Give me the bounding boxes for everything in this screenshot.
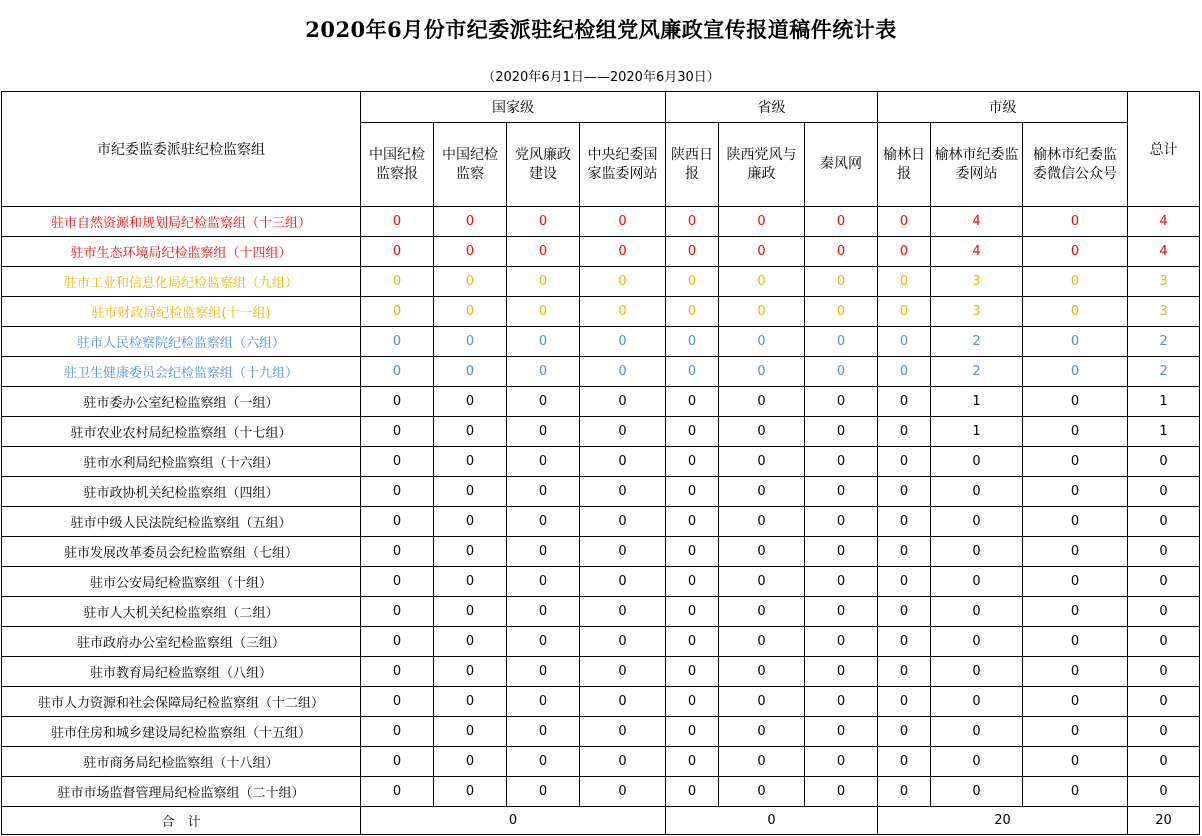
cell-row-total: 0: [1128, 447, 1200, 477]
column-header-4: 中央纪委国家监委网站: [580, 123, 666, 207]
cell-value: 0: [931, 627, 1023, 657]
cell-value: 0: [666, 237, 719, 267]
cell-value: 0: [580, 777, 666, 807]
table-row: [2, 627, 1200, 657]
cell-value: 0: [931, 777, 1023, 807]
cell-value: 0: [361, 747, 434, 777]
cell-value: 0: [931, 447, 1023, 477]
cell-value: 0: [1023, 777, 1128, 807]
cell-value: 0: [434, 237, 507, 267]
table-row: [2, 387, 1200, 417]
cell-value: 0: [719, 687, 805, 717]
cell-value: 0: [361, 597, 434, 627]
cell-value: 0: [666, 657, 719, 687]
cell-value: 0: [666, 717, 719, 747]
cell-value: 0: [719, 567, 805, 597]
cell-value: 0: [507, 207, 580, 237]
row-group-name: 驻市财政局纪检监察组(十一组): [2, 297, 361, 327]
cell-value: 0: [666, 537, 719, 567]
column-header-1: 中国纪检监察报: [361, 123, 434, 207]
cell-value: 1: [931, 387, 1023, 417]
row-group-name: 驻市人力资源和社会保障局纪检监察组（十二组）: [2, 687, 361, 717]
cell-value: 0: [580, 627, 666, 657]
cell-value: 0: [878, 237, 931, 267]
cell-row-total: 0: [1128, 687, 1200, 717]
cell-value: 0: [805, 627, 878, 657]
cell-value: 0: [931, 507, 1023, 537]
cell-value: 0: [1023, 597, 1128, 627]
cell-value: 0: [434, 507, 507, 537]
cell-row-total: 0: [1128, 507, 1200, 537]
column-header-group-name: 市纪委监委派驻纪检监察组: [2, 92, 361, 207]
cell-value: 0: [666, 447, 719, 477]
cell-value: 0: [666, 507, 719, 537]
cell-value: 0: [805, 777, 878, 807]
table-row: [2, 507, 1200, 537]
cell-value: 0: [719, 237, 805, 267]
header-group-row: [2, 92, 1200, 123]
cell-value: 0: [931, 657, 1023, 687]
cell-value: 0: [719, 777, 805, 807]
cell-value: 0: [878, 477, 931, 507]
cell-row-total: 2: [1128, 357, 1200, 387]
cell-value: 0: [361, 417, 434, 447]
cell-value: 0: [878, 777, 931, 807]
cell-value: 0: [719, 537, 805, 567]
cell-value: 0: [507, 417, 580, 447]
cell-value: 0: [507, 657, 580, 687]
cell-value: 0: [434, 597, 507, 627]
cell-row-total: 3: [1128, 297, 1200, 327]
table-row: [2, 747, 1200, 777]
cell-value: 4: [931, 207, 1023, 237]
table-row: [2, 567, 1200, 597]
cell-row-total: 0: [1128, 477, 1200, 507]
row-group-name: 驻卫生健康委员会纪检监察组（十九组）: [2, 357, 361, 387]
cell-value: 0: [434, 417, 507, 447]
cell-value: 0: [361, 687, 434, 717]
cell-row-total: 0: [1128, 717, 1200, 747]
cell-value: 0: [507, 597, 580, 627]
cell-value: 0: [580, 237, 666, 267]
column-header-9: 榆林市纪委监委网站: [931, 123, 1023, 207]
cell-value: 0: [805, 297, 878, 327]
cell-value: 0: [580, 537, 666, 567]
cell-value: 0: [361, 207, 434, 237]
cell-value: 0: [666, 267, 719, 297]
cell-value: 0: [361, 657, 434, 687]
cell-value: 0: [507, 357, 580, 387]
cell-value: 0: [878, 447, 931, 477]
cell-value: 0: [580, 327, 666, 357]
row-group-name: 驻市教育局纪检监察组（八组）: [2, 657, 361, 687]
cell-value: 1: [931, 417, 1023, 447]
cell-row-total: 1: [1128, 417, 1200, 447]
cell-value: 0: [666, 207, 719, 237]
cell-value: 0: [1023, 507, 1128, 537]
group-header-national: 国家级: [361, 92, 666, 123]
cell-value: 0: [507, 387, 580, 417]
cell-value: 0: [580, 447, 666, 477]
table-row: [2, 717, 1200, 747]
cell-value: 0: [666, 387, 719, 417]
cell-row-total: 0: [1128, 627, 1200, 657]
cell-value: 0: [719, 417, 805, 447]
row-group-name: 驻市水利局纪检监察组（十六组）: [2, 447, 361, 477]
summary-row: [2, 807, 1200, 835]
column-header-5: 陕西日报: [666, 123, 719, 207]
cell-row-total: 3: [1128, 267, 1200, 297]
cell-value: 0: [1023, 417, 1128, 447]
date-range: （2020年6月1日——2020年6月30日）: [482, 70, 720, 85]
cell-value: 0: [1023, 207, 1128, 237]
group-header-provincial: 省级: [666, 92, 878, 123]
cell-value: 0: [878, 747, 931, 777]
row-group-name: 驻市商务局纪检监察组（十八组）: [2, 747, 361, 777]
cell-row-total: 0: [1128, 777, 1200, 807]
cell-value: 0: [361, 777, 434, 807]
cell-value: 0: [805, 717, 878, 747]
cell-value: 0: [507, 777, 580, 807]
cell-value: 0: [434, 627, 507, 657]
cell-value: 0: [434, 657, 507, 687]
cell-value: 0: [507, 507, 580, 537]
cell-value: 0: [580, 747, 666, 777]
cell-value: 0: [666, 777, 719, 807]
table-row: [2, 447, 1200, 477]
cell-value: 0: [719, 597, 805, 627]
row-group-name: 驻市公安局纪检监察组（十组）: [2, 567, 361, 597]
cell-value: 0: [666, 297, 719, 327]
cell-value: 0: [719, 267, 805, 297]
row-group-name: 驻市发展改革委员会纪检监察组（七组）: [2, 537, 361, 567]
cell-value: 0: [878, 687, 931, 717]
group-header-city: 市级: [878, 92, 1128, 123]
cell-value: 0: [361, 627, 434, 657]
cell-value: 0: [878, 327, 931, 357]
cell-value: 0: [1023, 687, 1128, 717]
cell-value: 0: [719, 507, 805, 537]
row-group-name: 驻市人大机关纪检监察组（二组）: [2, 597, 361, 627]
row-group-name: 驻市政府办公室纪检监察组（三组）: [2, 627, 361, 657]
column-header-10: 榆林市纪委监委微信公众号: [1023, 123, 1128, 207]
statistics-table: [1, 91, 1200, 835]
cell-value: 0: [580, 687, 666, 717]
table-row: [2, 297, 1200, 327]
cell-value: 0: [507, 627, 580, 657]
cell-value: 0: [805, 537, 878, 567]
cell-value: 0: [361, 477, 434, 507]
cell-value: 0: [434, 327, 507, 357]
cell-value: 0: [361, 447, 434, 477]
cell-value: 0: [878, 537, 931, 567]
cell-value: 0: [434, 207, 507, 237]
table-row: [2, 657, 1200, 687]
cell-value: 0: [361, 507, 434, 537]
cell-row-total: 0: [1128, 567, 1200, 597]
cell-value: 0: [719, 357, 805, 387]
cell-value: 0: [878, 297, 931, 327]
cell-value: 0: [507, 477, 580, 507]
cell-value: 0: [666, 687, 719, 717]
row-group-name: 驻市委办公室纪检监察组（一组）: [2, 387, 361, 417]
cell-value: 0: [580, 507, 666, 537]
summary-total: 20: [1128, 807, 1200, 835]
cell-value: 0: [805, 477, 878, 507]
cell-value: 0: [434, 777, 507, 807]
table-row: [2, 357, 1200, 387]
table-row: [2, 777, 1200, 807]
cell-value: 0: [507, 267, 580, 297]
cell-value: 0: [805, 687, 878, 717]
summary-label: 合 计: [2, 807, 361, 835]
cell-value: 0: [931, 597, 1023, 627]
cell-value: 0: [361, 327, 434, 357]
cell-value: 0: [805, 567, 878, 597]
cell-value: 0: [434, 537, 507, 567]
row-group-name: 驻市住房和城乡建设局纪检监察组（十五组）: [2, 717, 361, 747]
cell-value: 0: [1023, 297, 1128, 327]
cell-value: 0: [361, 387, 434, 417]
cell-value: 0: [1023, 357, 1128, 387]
cell-value: 0: [580, 597, 666, 627]
table-row: [2, 597, 1200, 627]
table-row: [2, 537, 1200, 567]
cell-value: 0: [878, 597, 931, 627]
cell-value: 0: [1023, 567, 1128, 597]
cell-value: 0: [931, 717, 1023, 747]
cell-value: 0: [878, 717, 931, 747]
cell-value: 0: [1023, 717, 1128, 747]
cell-value: 0: [878, 657, 931, 687]
cell-value: 0: [878, 507, 931, 537]
cell-row-total: 2: [1128, 327, 1200, 357]
cell-value: 0: [434, 687, 507, 717]
column-header-2: 中国纪检监察: [434, 123, 507, 207]
cell-row-total: 4: [1128, 207, 1200, 237]
cell-value: 0: [361, 537, 434, 567]
cell-value: 0: [434, 357, 507, 387]
cell-value: 0: [878, 207, 931, 237]
cell-value: 0: [434, 267, 507, 297]
cell-row-total: 0: [1128, 657, 1200, 687]
cell-value: 0: [931, 747, 1023, 777]
table-row: [2, 417, 1200, 447]
cell-value: 0: [931, 687, 1023, 717]
table-row: [2, 267, 1200, 297]
row-group-name: 驻市工业和信息化局纪检监察组（九组）: [2, 267, 361, 297]
cell-value: 2: [931, 357, 1023, 387]
cell-value: 0: [361, 357, 434, 387]
cell-row-total: 0: [1128, 537, 1200, 567]
row-group-name: 驻市生态环境局纪检监察组（十四组）: [2, 237, 361, 267]
cell-value: 0: [878, 357, 931, 387]
cell-value: 0: [1023, 237, 1128, 267]
cell-value: 0: [805, 357, 878, 387]
cell-row-total: 0: [1128, 747, 1200, 777]
cell-value: 0: [507, 327, 580, 357]
cell-value: 0: [931, 537, 1023, 567]
cell-value: 0: [580, 207, 666, 237]
cell-value: 0: [719, 717, 805, 747]
cell-value: 0: [434, 297, 507, 327]
cell-value: 0: [580, 657, 666, 687]
cell-value: 0: [719, 627, 805, 657]
cell-value: 0: [719, 657, 805, 687]
cell-value: 0: [434, 477, 507, 507]
cell-value: 0: [878, 267, 931, 297]
cell-value: 0: [434, 717, 507, 747]
cell-value: 4: [931, 237, 1023, 267]
cell-value: 0: [719, 327, 805, 357]
cell-value: 0: [507, 717, 580, 747]
row-group-name: 驻市农业农村局纪检监察组（十七组）: [2, 417, 361, 447]
cell-value: 0: [434, 447, 507, 477]
cell-value: 0: [666, 627, 719, 657]
cell-value: 0: [719, 747, 805, 777]
cell-value: 0: [805, 597, 878, 627]
summary-city: 20: [878, 807, 1128, 835]
cell-row-total: 4: [1128, 237, 1200, 267]
cell-value: 0: [361, 297, 434, 327]
column-header-6: 陕西党风与廉政: [719, 123, 805, 207]
cell-value: 0: [434, 387, 507, 417]
cell-value: 0: [805, 207, 878, 237]
row-group-name: 驻市市场监督管理局纪检监察组（二十组）: [2, 777, 361, 807]
cell-value: 0: [719, 447, 805, 477]
cell-value: 0: [1023, 627, 1128, 657]
cell-value: 0: [1023, 537, 1128, 567]
table-row: [2, 237, 1200, 267]
cell-value: 0: [361, 567, 434, 597]
cell-value: 0: [805, 657, 878, 687]
cell-value: 0: [1023, 387, 1128, 417]
cell-value: 0: [805, 747, 878, 777]
cell-row-total: 1: [1128, 387, 1200, 417]
cell-value: 0: [361, 267, 434, 297]
table-row: [2, 477, 1200, 507]
cell-value: 0: [719, 297, 805, 327]
column-header-7: 秦风网: [805, 123, 878, 207]
cell-value: 0: [666, 357, 719, 387]
column-header-total: 总计: [1128, 92, 1200, 207]
cell-row-total: 0: [1128, 597, 1200, 627]
cell-value: 0: [507, 687, 580, 717]
cell-value: 0: [580, 567, 666, 597]
page-title: 2020年6月份市纪委派驻纪检组党风廉政宣传报道稿件统计表: [305, 17, 897, 42]
cell-value: 0: [1023, 477, 1128, 507]
column-header-8: 榆林日报: [878, 123, 931, 207]
cell-value: 0: [1023, 327, 1128, 357]
row-group-name: 驻市中级人民法院纪检监察组（五组）: [2, 507, 361, 537]
cell-value: 0: [580, 477, 666, 507]
cell-value: 0: [507, 567, 580, 597]
cell-value: 0: [580, 357, 666, 387]
cell-value: 0: [361, 717, 434, 747]
cell-value: 0: [805, 327, 878, 357]
cell-value: 0: [878, 387, 931, 417]
table-row: [2, 327, 1200, 357]
cell-value: 0: [507, 237, 580, 267]
cell-value: 0: [931, 477, 1023, 507]
cell-value: 0: [719, 477, 805, 507]
cell-value: 0: [719, 207, 805, 237]
table-row: [2, 207, 1200, 237]
cell-value: 0: [878, 627, 931, 657]
cell-value: 0: [1023, 657, 1128, 687]
summary-provincial: 0: [666, 807, 878, 835]
cell-value: 0: [580, 267, 666, 297]
cell-value: 0: [1023, 447, 1128, 477]
summary-national: 0: [361, 807, 666, 835]
cell-value: 0: [666, 747, 719, 777]
cell-value: 0: [434, 567, 507, 597]
cell-value: 3: [931, 297, 1023, 327]
cell-value: 0: [666, 567, 719, 597]
cell-value: 0: [666, 597, 719, 627]
cell-value: 0: [507, 297, 580, 327]
cell-value: 0: [666, 417, 719, 447]
column-header-3: 党风廉政建设: [507, 123, 580, 207]
cell-value: 0: [507, 447, 580, 477]
cell-value: 0: [805, 447, 878, 477]
cell-value: 2: [931, 327, 1023, 357]
cell-value: 0: [666, 327, 719, 357]
cell-value: 0: [805, 507, 878, 537]
cell-value: 0: [805, 387, 878, 417]
row-group-name: 驻市政协机关纪检监察组（四组）: [2, 477, 361, 507]
cell-value: 0: [507, 747, 580, 777]
cell-value: 0: [931, 567, 1023, 597]
cell-value: 0: [580, 717, 666, 747]
cell-value: 0: [719, 387, 805, 417]
table-row: [2, 687, 1200, 717]
row-group-name: 驻市自然资源和规划局纪检监察组（十三组）: [2, 207, 361, 237]
cell-value: 0: [805, 417, 878, 447]
cell-value: 0: [361, 237, 434, 267]
cell-value: 0: [434, 747, 507, 777]
cell-value: 0: [666, 477, 719, 507]
cell-value: 0: [878, 417, 931, 447]
cell-value: 0: [580, 417, 666, 447]
cell-value: 0: [805, 267, 878, 297]
cell-value: 0: [1023, 747, 1128, 777]
cell-value: 3: [931, 267, 1023, 297]
cell-value: 0: [507, 537, 580, 567]
cell-value: 0: [805, 237, 878, 267]
cell-value: 0: [878, 567, 931, 597]
cell-value: 0: [580, 297, 666, 327]
cell-value: 0: [580, 387, 666, 417]
row-group-name: 驻市人民检察院纪检监察组（六组）: [2, 327, 361, 357]
cell-value: 0: [1023, 267, 1128, 297]
